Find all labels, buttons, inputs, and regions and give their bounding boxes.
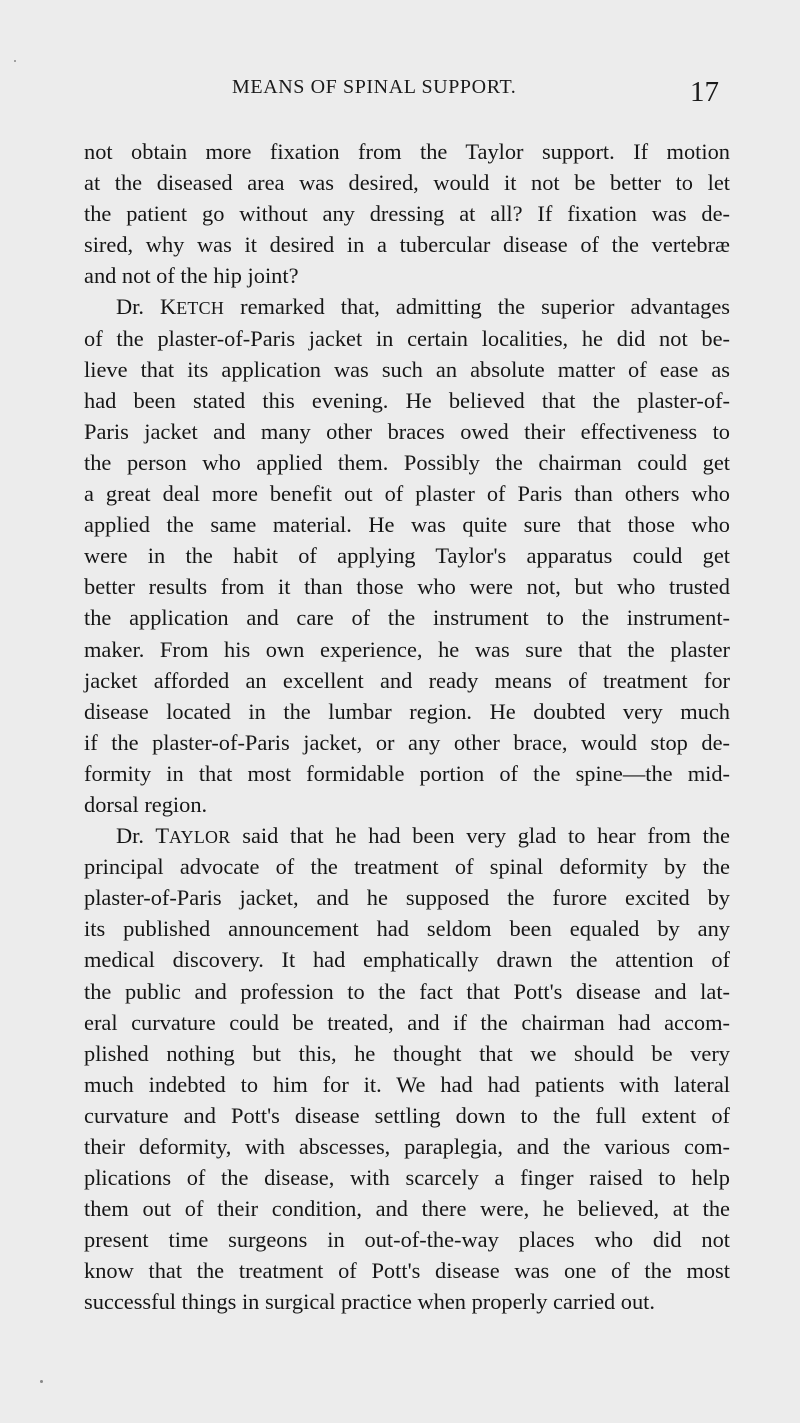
text-line: principal advocate of the treatment of spinal deformity by the [84,854,730,880]
paper-speck [40,1380,43,1383]
text-line: the patient go without any dressing at all? If fixation was de- [84,201,730,227]
text-line: eral curvature could be treated, and if the chairman had accom- [84,1009,730,1035]
text-line: plished nothing but this, he thought that we should be very [84,1040,730,1066]
text-line: a great deal more benefit out of plaster of Paris than others who [84,481,730,507]
speaker-prefix: Dr. [116,823,156,849]
page-number: 17 [690,76,719,108]
text-line: dorsal region. [84,791,208,817]
text-line: maker. From his own experience, he was sure that the plaster [84,636,730,662]
speaker-name-rest: AYLOR [169,827,231,848]
speaker-prefix: Dr. [116,294,161,320]
text-line: at the diseased area was desired, would it not be better to let [84,170,730,196]
text-line: know that the treatment of Pott's disease was one of the most [84,1258,730,1284]
text-line: jacket afforded an excellent and ready means of treatment for [84,667,730,693]
text-line: their deformity, with abscesses, paraplegia, and the various com- [84,1134,730,1159]
text-line: the person who applied them. Possibly the chairman could get [84,449,730,475]
text-line: present time surgeons in out-of-the-way places who did not [84,1227,730,1253]
paper-speck [14,60,16,62]
text-line: successful things in surgical practice when properly carried out. [84,1289,655,1315]
text-run: said that he had been very glad to hear from the [230,823,730,849]
text-line: them out of their condition, and there were, he believed, at the [84,1196,730,1222]
text-run: remarked that, admitting the superior advantages [224,294,730,320]
text-line: formity in that most formidable portion of the spine—the mid- [84,760,730,786]
running-title: MEANS OF SPINAL SUPPORT. [232,76,517,98]
text-line: sired, why was it desired in a tubercular disease of the vertebræ [84,232,730,258]
text-line: of the plaster-of-Paris jacket in certain localities, he did not be- [84,325,730,351]
body-text [84,136,730,1318]
text-line: medical discovery. It had emphatically drawn the attention of [84,947,730,973]
text-line: and not of the hip joint? [84,263,299,289]
text-line: were in the habit of applying Taylor's apparatus could get [84,543,730,569]
text-line: better results from it than those who were not, but who trusted [84,574,730,600]
text-line: curvature and Pott's disease settling down to the full extent of [84,1102,730,1128]
text-line: lieve that its application was such an absolute matter of ease as [84,356,730,382]
text-line: disease located in the lumbar region. He doubted very much [84,698,730,724]
text-line: plaster-of-Paris jacket, and he supposed the furore excited by [84,885,730,911]
text-line: its published announcement had seldom been equaled by any [84,916,730,942]
text-line: the application and care of the instrument to the instrument- [84,605,730,631]
paragraph-ketch-first-line [84,291,730,322]
speaker-name-rest: ETCH [176,298,225,319]
running-header [0,74,800,108]
speaker-name-initial: K [160,294,177,320]
text-line: plications of the disease, with scarcely a finger raised to help [84,1165,730,1191]
text-line: had been stated this evening. He believed that the plaster-of- [84,387,730,413]
text-line: the public and profession to the fact that Pott's disease and lat- [84,978,730,1004]
speaker-name-initial: T [155,823,169,849]
text-line: Paris jacket and many other braces owed their effectiveness to [84,418,730,444]
text-line: much indebted to him for it. We had had patients with lateral [84,1071,730,1097]
paragraph-taylor-first-line [84,820,730,851]
text-line: if the plaster-of-Paris jacket, or any other brace, would stop de- [84,729,730,755]
text-line: not obtain more fixation from the Taylor support. If motion [84,139,730,164]
text-line: applied the same material. He was quite sure that those who [84,512,730,538]
